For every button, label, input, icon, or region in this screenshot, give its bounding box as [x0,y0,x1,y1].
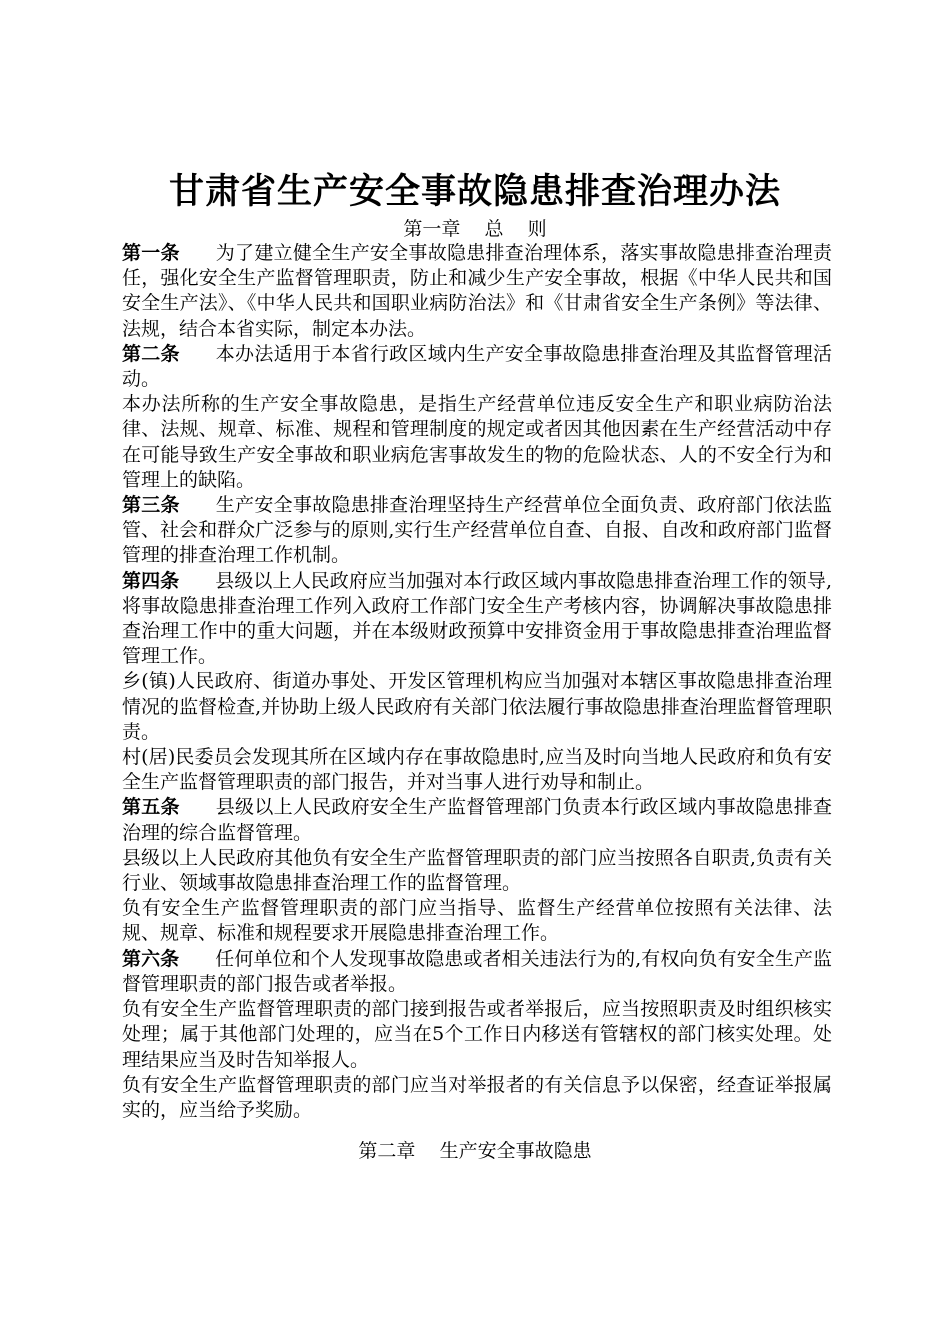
article-text: 本办法适用于本省行政区域内生产安全事故隐患排查治理及其监督管理活动。 [122,342,832,391]
article-4 [122,569,832,670]
article-6 [122,947,832,997]
article-text: 县级以上人民政府应当加强对本行政区域内事故隐患排查治理工作的领导, 将事故隐患排查治理工作列入政府工作部门安全生产考核内容，协调解决事故隐患排查治理工作中的重大问题，并在本级财政预算中安排资金用于事故隐患排查治理监督管理工作。 [122,569,832,668]
chapter-1-heading: 第一章 总 则 [403,218,547,240]
article-text: 生产安全事故隐患排查治理坚持生产经营单位全面负责、政府部门依法监管、社会和群众广泛参与的原则,实行生产经营单位自查、自报、自改和政府部门监督管理的排查治理工作机制。 [122,494,832,567]
article-label: 第六条 [122,947,180,970]
document-body [122,241,832,1123]
article-paragraph: 负有安全生产监督管理职责的部门应当指导、监督生产经营单位按照有关法律、法规、规章、标准和规程要求开展隐患排查治理工作。 [122,897,832,945]
article-text: 县级以上人民政府安全生产监督管理部门负责本行政区域内事故隐患排查治理的综合监督管理。 [122,796,832,844]
article-label: 第一条 [122,242,180,264]
article-paragraph: 乡(镇)人民政府、街道办事处、开发区管理机构应当加强对本辖区事故隐患排查治理情况的监督检查,并协助上级人民政府有关部门依法履行事故隐患排查治理监督管理职责。 [122,670,832,743]
article-label: 第五条 [122,796,180,819]
article-paragraph: 县级以上人民政府其他负有安全生产监督管理职责的部门应当按照各自职责,负责有关行业、领域事故隐患排查治理工作的监督管理。 [122,846,832,895]
article-3 [122,493,832,569]
article-text: 任何单位和个人发现事故隐患或者相关违法行为的,有权向负有安全生产监督管理职责的部门报告或者举报。 [122,947,832,995]
article-label: 第二条 [122,342,180,365]
article-paragraph: 本办法所称的生产安全事故隐患，是指生产经营单位违反安全生产和职业病防治法律、法规、规章、标准、规程和管理制度的规定或者因其他因素在生产经营活动中存在可能导致生产安全事故和职业病危害事故发生的物的危险状态、人的不安全行为和管理上的缺陷。 [122,393,832,491]
document-title: 甘肃省生产安全事故隐患排查治理办法 [168,172,781,212]
article-label: 第三条 [122,494,180,517]
article-5 [122,795,832,845]
article-2 [122,342,832,392]
article-paragraph: 负有安全生产监督管理职责的部门应当对举报者的有关信息予以保密，经查证举报属实的，应当给予奖励。 [122,1073,832,1121]
chapter-2-heading: 第二章 生产安全事故隐患 [358,1140,592,1162]
article-paragraph: 村(居)民委员会发现其所在区域内存在事故隐患时,应当及时向当地人民政府和负有安全生产监督管理职责的部门报告，并对当事人进行劝导和制止。 [122,746,832,794]
article-label: 第四条 [122,569,180,592]
article-1 [122,241,832,342]
article-text: 为了建立健全生产安全事故隐患排查治理体系，落实事故隐患排查治理责任，强化安全生产监督管理职责，防止和减少生产安全事故，根据《中华人民共和国安全生产法》、《中华人民共和国职业病防治法》和《甘肃省安全生产条例》等法律、法规，结合本省实际，制定本办法。 [122,242,832,340]
article-paragraph: 负有安全生产监督管理职责的部门接到报告或者举报后，应当按照职责及时组织核实处理；属于其他部门处理的，应当在5个工作日内移送有管辖权的部门核实处理。处理结果应当及时告知举报人。 [122,998,832,1071]
